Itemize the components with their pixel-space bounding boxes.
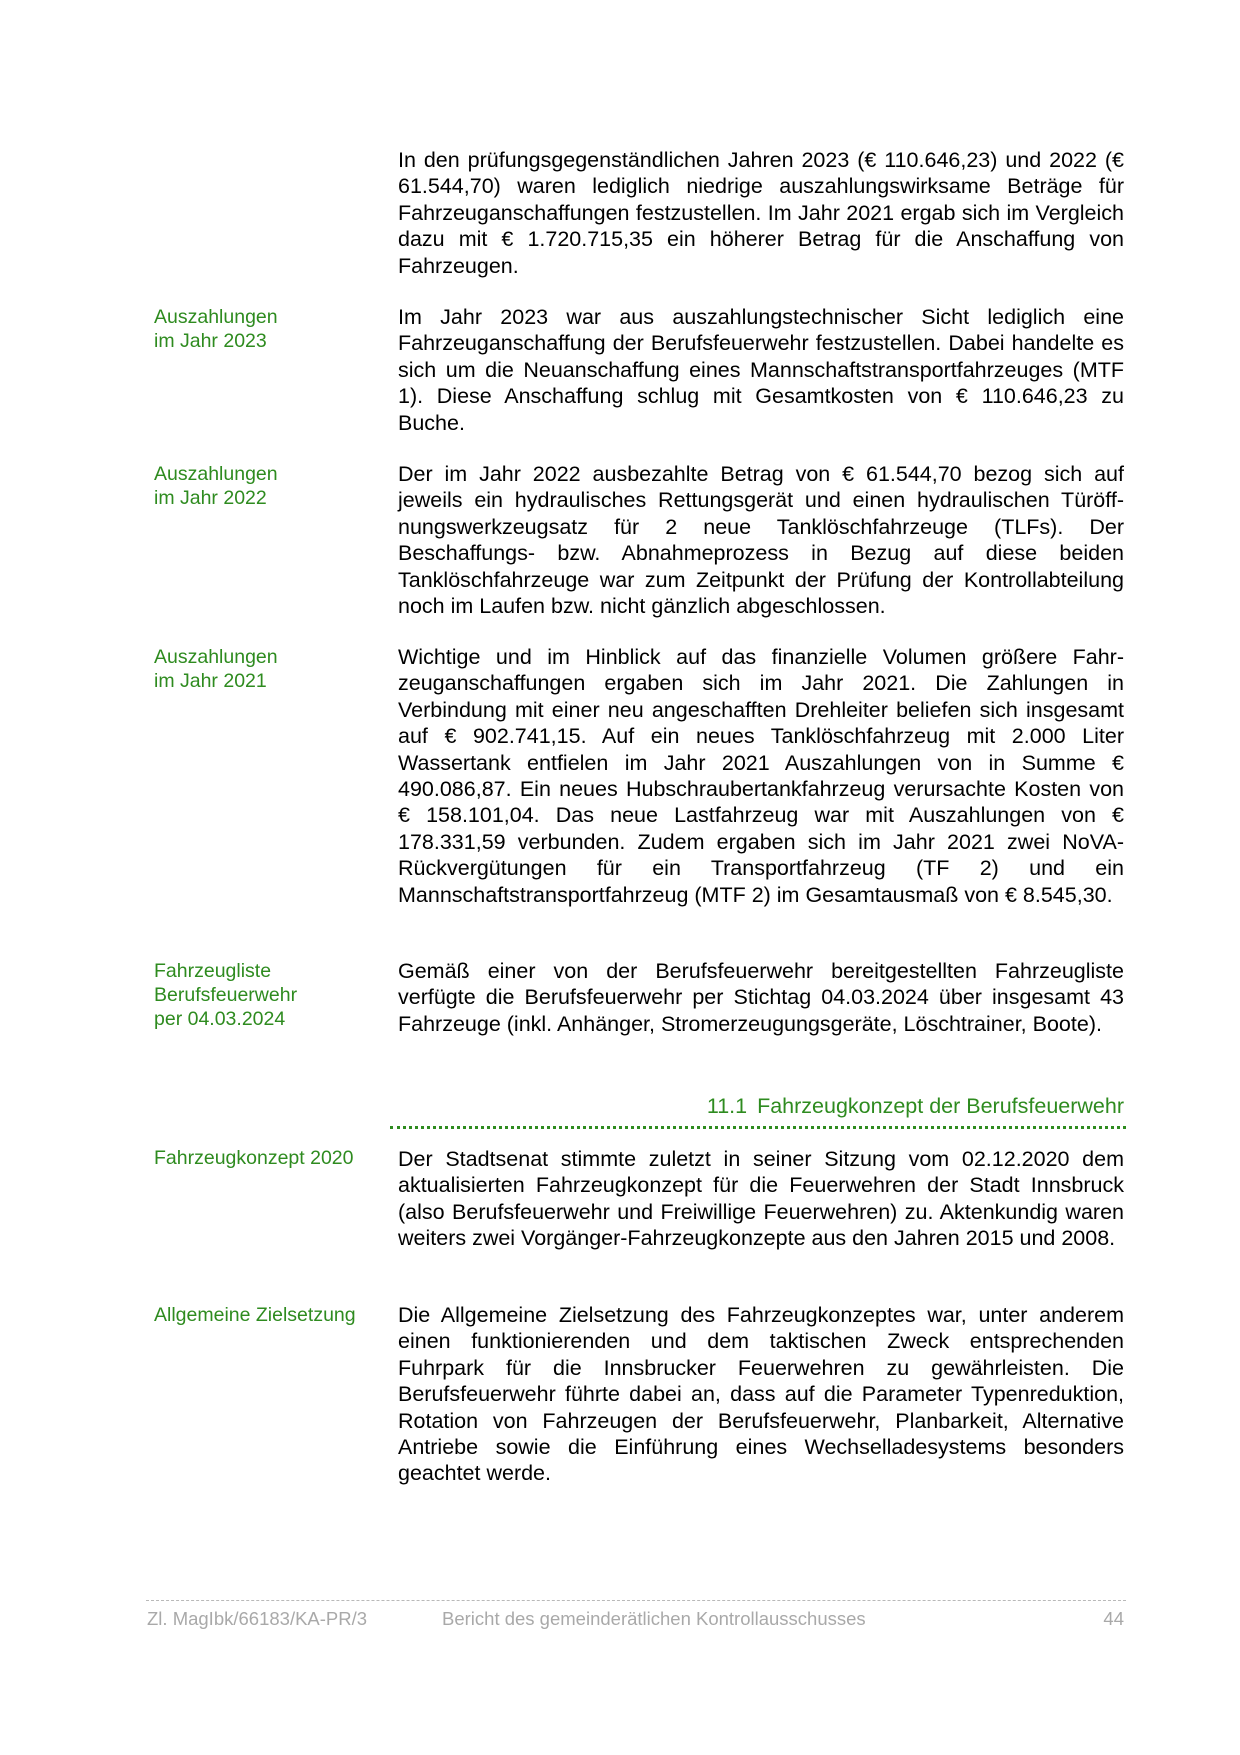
footer-reference: Zl. MagIbk/66183/KA-PR/3 [147,1608,368,1629]
margin-note-line: per 04.03.2024 [154,1008,286,1030]
margin-note-line: Allgemeine Zielsetzung [154,1304,356,1326]
margin-note-line: Fahrzeugliste [154,960,272,982]
paragraph-allgemeine-zielsetzung: Die Allgemeine Zielsetzung des Fahrzeugkonzeptes war, unter anderem einen funktionierenden und dem taktischen Zweck entsprechenden Fuhrpark für die Innsbrucker Feuerwehren zu gewährleisten. Die Berufsfeuerwehr führte dabei an, dass auf die Parameter Typenreduktion, Rotation von Fahrzeugen der Berufsfeuerwehr, Planbarkeit, Alternative Antriebe sowie die Einführung eines Wechselladesystems besonders geachtet werde. [398,1303,1124,1486]
footer-page-number: 44 [1103,1608,1124,1629]
footer-divider [146,1600,1126,1601]
section-heading-number: 11.1 [706,1094,748,1118]
margin-note-auszahlungen-2021 [154,645,384,693]
margin-note-allgemeine-zielsetzung [154,1303,384,1327]
paragraph-auszahlungen-2023: Im Jahr 2023 war aus auszahlungstechnischer Sicht lediglich eine Fahrzeuganschaffung der Berufsfeuerwehr festzustellen. Dabei handelte es sich um die Neuanschaffung eines Mannschaftstransportfahrzeuges (MTF 1). Diese Anschaffung schlug mit Gesamtkosten von € 110.646,23 zu Buche. [398,305,1124,435]
margin-note-line: Auszahlungen [154,463,278,485]
margin-note-line: im Jahr 2022 [154,487,267,509]
margin-note-line: Auszahlungen [154,306,278,328]
margin-note-line: Auszahlungen [154,646,278,668]
paragraph-auszahlungen-2022: Der im Jahr 2022 ausbezahlte Betrag von € 61.544,70 bezog sich auf jeweils ein hydraulisches Rettungsgerät und einen hydraulischen Türöffnungswerkzeugsatz für 2 neue Tanklöschfahrzeuge (TLFs). Der Beschaffungs- bzw. Abnahmeprozess in Bezug auf diese beiden Tanklöschfahrzeuge war zum Zeitpunkt der Prüfung der Kontrollabteilung noch im Laufen bzw. nicht gänzlich abgeschlossen. [398,462,1124,619]
section-heading-divider [390,1126,1126,1129]
margin-note-auszahlungen-2023 [154,305,384,353]
intro-paragraph: In den prüfungsgegenständlichen Jahren 2023 (€ 110.646,23) und 2022 (€ 61.544,70) waren lediglich niedrige auszahlungswirksame Beträge für Fahrzeuganschaffungen festzustellen. Im Jahr 2021 ergab sich im Vergleich dazu mit € 1.720.715,35 ein höherer Betrag für die Anschaffung von Fahrzeugen. [398,148,1124,278]
margin-note-fahrzeugliste [154,959,384,1031]
margin-note-line: im Jahr 2021 [154,670,267,692]
section-heading [390,1093,1124,1119]
paragraph-fahrzeugliste: Gemäß einer von der Berufsfeuerwehr bereitgestellten Fahrzeugliste verfügte die Berufsfeuerwehr per Stichtag 04.03.2024 über insgesamt 43 Fahrzeuge (inkl. Anhänger, Stromerzeugungsgeräte, Löschtrainer, Boote). [398,959,1124,1036]
margin-note-fahrzeugkonzept-2020 [154,1146,384,1170]
paragraph-auszahlungen-2021: Wichtige und im Hinblick auf das finanzielle Volumen größere Fahrzeuganschaffungen ergaben sich im Jahr 2021. Die Zahlungen in Verbindung mit einer neu angeschafften Drehleiter beliefen sich insgesamt auf € 902.741,15. Auf ein neues Tanklöschfahrzeug mit 2.000 Liter Wassertank entfielen im Jahr 2021 Auszahlungen von in Summe € 490.086,87. Ein neues Hubschraubertankfahrzeug verursachte Kosten von € 158.101,04. Das neue Lastfahrzeug war mit Auszahlungen von € 178.331,59 verbunden. Zudem ergaben sich im Jahr 2021 zwei NoVA-Rückvergütungen für ein Transportfahrzeug (TF 2) und ein Mannschaftstransportfahrzeug (MTF 2) im Gesamtausmaß von € 8.545,30. [398,645,1124,907]
paragraph-fahrzeugkonzept-2020: Der Stadtsenat stimmte zuletzt in seiner Sitzung vom 02.12.2020 dem aktualisierten Fahrzeugkonzept für die Feuerwehren der Stadt Innsbruck (also Berufsfeuerwehr und Freiwillige Feuerwehren) zu. Aktenkundig waren weiters zwei Vorgänger-Fahrzeugkonzepte aus den Jahren 2015 und 2008. [398,1147,1124,1251]
margin-note-line: Berufsfeuerwehr [154,984,298,1006]
margin-note-auszahlungen-2022 [154,462,384,510]
margin-note-line: im Jahr 2023 [154,330,267,352]
margin-note-line: Fahrzeugkonzept 2020 [154,1147,354,1169]
section-heading-title: Fahrzeugkonzept der Berufsfeuerwehr [757,1094,1124,1118]
footer-report-title: Bericht des gemeinderätlichen Kontrollausschusses [442,1608,866,1629]
